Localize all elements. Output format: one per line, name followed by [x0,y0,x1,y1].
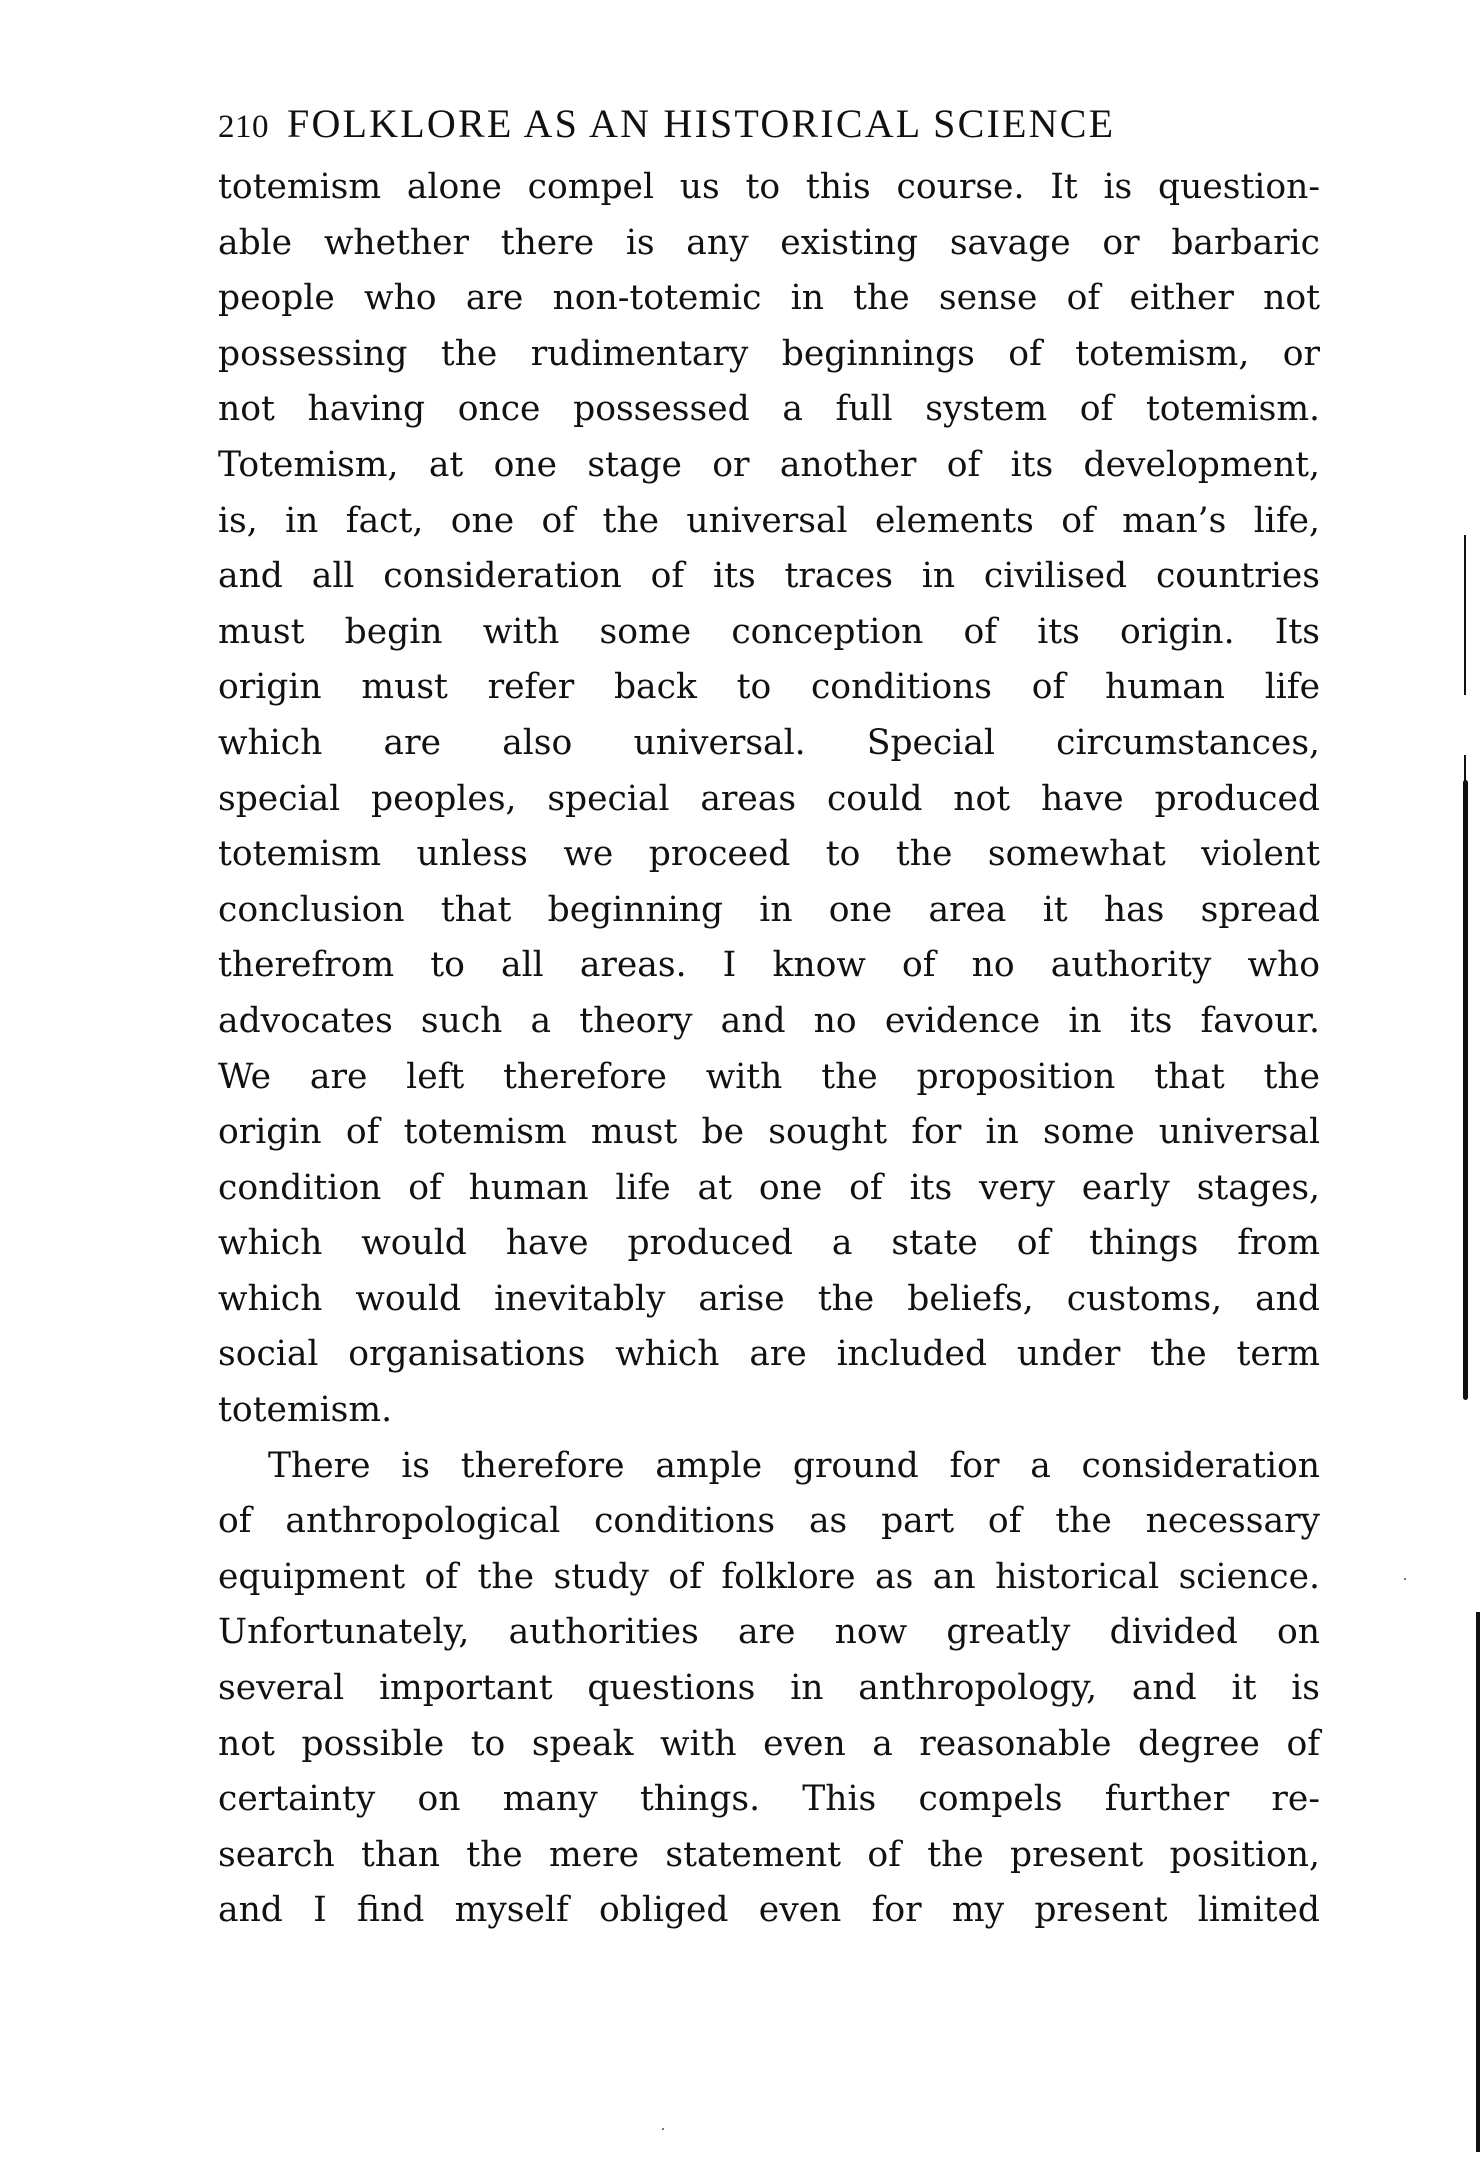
text-line: several important questions in anthropology, and it is [218,1668,1320,1709]
page-number: 210 [218,109,269,145]
text-line: people who are non-totemic in the sense of either not [218,278,1320,319]
scan-speck [1404,1578,1406,1580]
text-line: equipment of the study of folklore as an historical science. [218,1556,1320,1597]
text-line: totemism alone compel us to this course. It is question- [218,167,1320,207]
text-line: special peoples, special areas could not have produced [218,778,1320,819]
text-line: of anthropological conditions as part of the necessary [218,1501,1320,1542]
text-line: There is therefore ample ground for a consideration [268,1445,1320,1486]
text-line: which would have produced a state of things from [218,1223,1320,1264]
paragraph-2 [218,1439,1320,1939]
scan-edge-mark [1476,1612,1480,2152]
text-line: totemism unless we proceed to the somewhat violent [218,834,1320,875]
text-line: totemism. [218,1390,393,1431]
text-line: and all consideration of its traces in civilised countries [218,556,1320,597]
text-line: which are also universal. Special circumstances, [218,722,1320,763]
text-line: which would inevitably arise the beliefs, customs, and [218,1278,1320,1319]
text-line: origin of totemism must be sought for in some universal [218,1112,1320,1153]
text-line: able whether there is any existing savage or barbaric [218,222,1320,263]
text-line: possessing the rudimentary beginnings of totemism, or [218,333,1320,374]
text-line: not having once possessed a full system of totemism. [218,389,1320,430]
body-text [218,160,1320,1939]
running-head-title: FOLKLORE AS AN HISTORICAL SCIENCE [287,101,1116,146]
text-line: condition of human life at one of its very early stages, [218,1167,1320,1208]
running-head [218,100,1318,151]
scan-edge-mark [1463,780,1468,1400]
text-line: certainty on many things. This compels further re- [218,1779,1320,1820]
text-line: advocates such a theory and no evidence in its favour. [218,1000,1320,1041]
scan-edge-mark [1464,535,1466,695]
text-line: Totemism, at one stage or another of its development, [218,444,1320,485]
text-line: origin must refer back to conditions of human life [218,667,1320,708]
text-line: must begin with some conception of its origin. Its [218,611,1320,652]
text-line: is, in fact, one of the universal elements of man’s life, [218,500,1320,541]
paragraph-1 [218,160,1320,1439]
text-line: conclusion that beginning in one area it has spread [218,889,1320,930]
text-line: Unfortunately, authorities are now greatly divided on [218,1612,1320,1653]
text-line: social organisations which are included under the term [218,1334,1320,1375]
text-line: We are left therefore with the proposition that the [218,1056,1320,1097]
text-line: not possible to speak with even a reasonable degree of [218,1723,1320,1764]
text-line: therefrom to all areas. I know of no authority who [218,945,1320,986]
text-line: search than the mere statement of the present position, [218,1834,1320,1875]
scan-speck [662,2128,664,2130]
text-line: and I find myself obliged even for my present limited [218,1890,1320,1931]
